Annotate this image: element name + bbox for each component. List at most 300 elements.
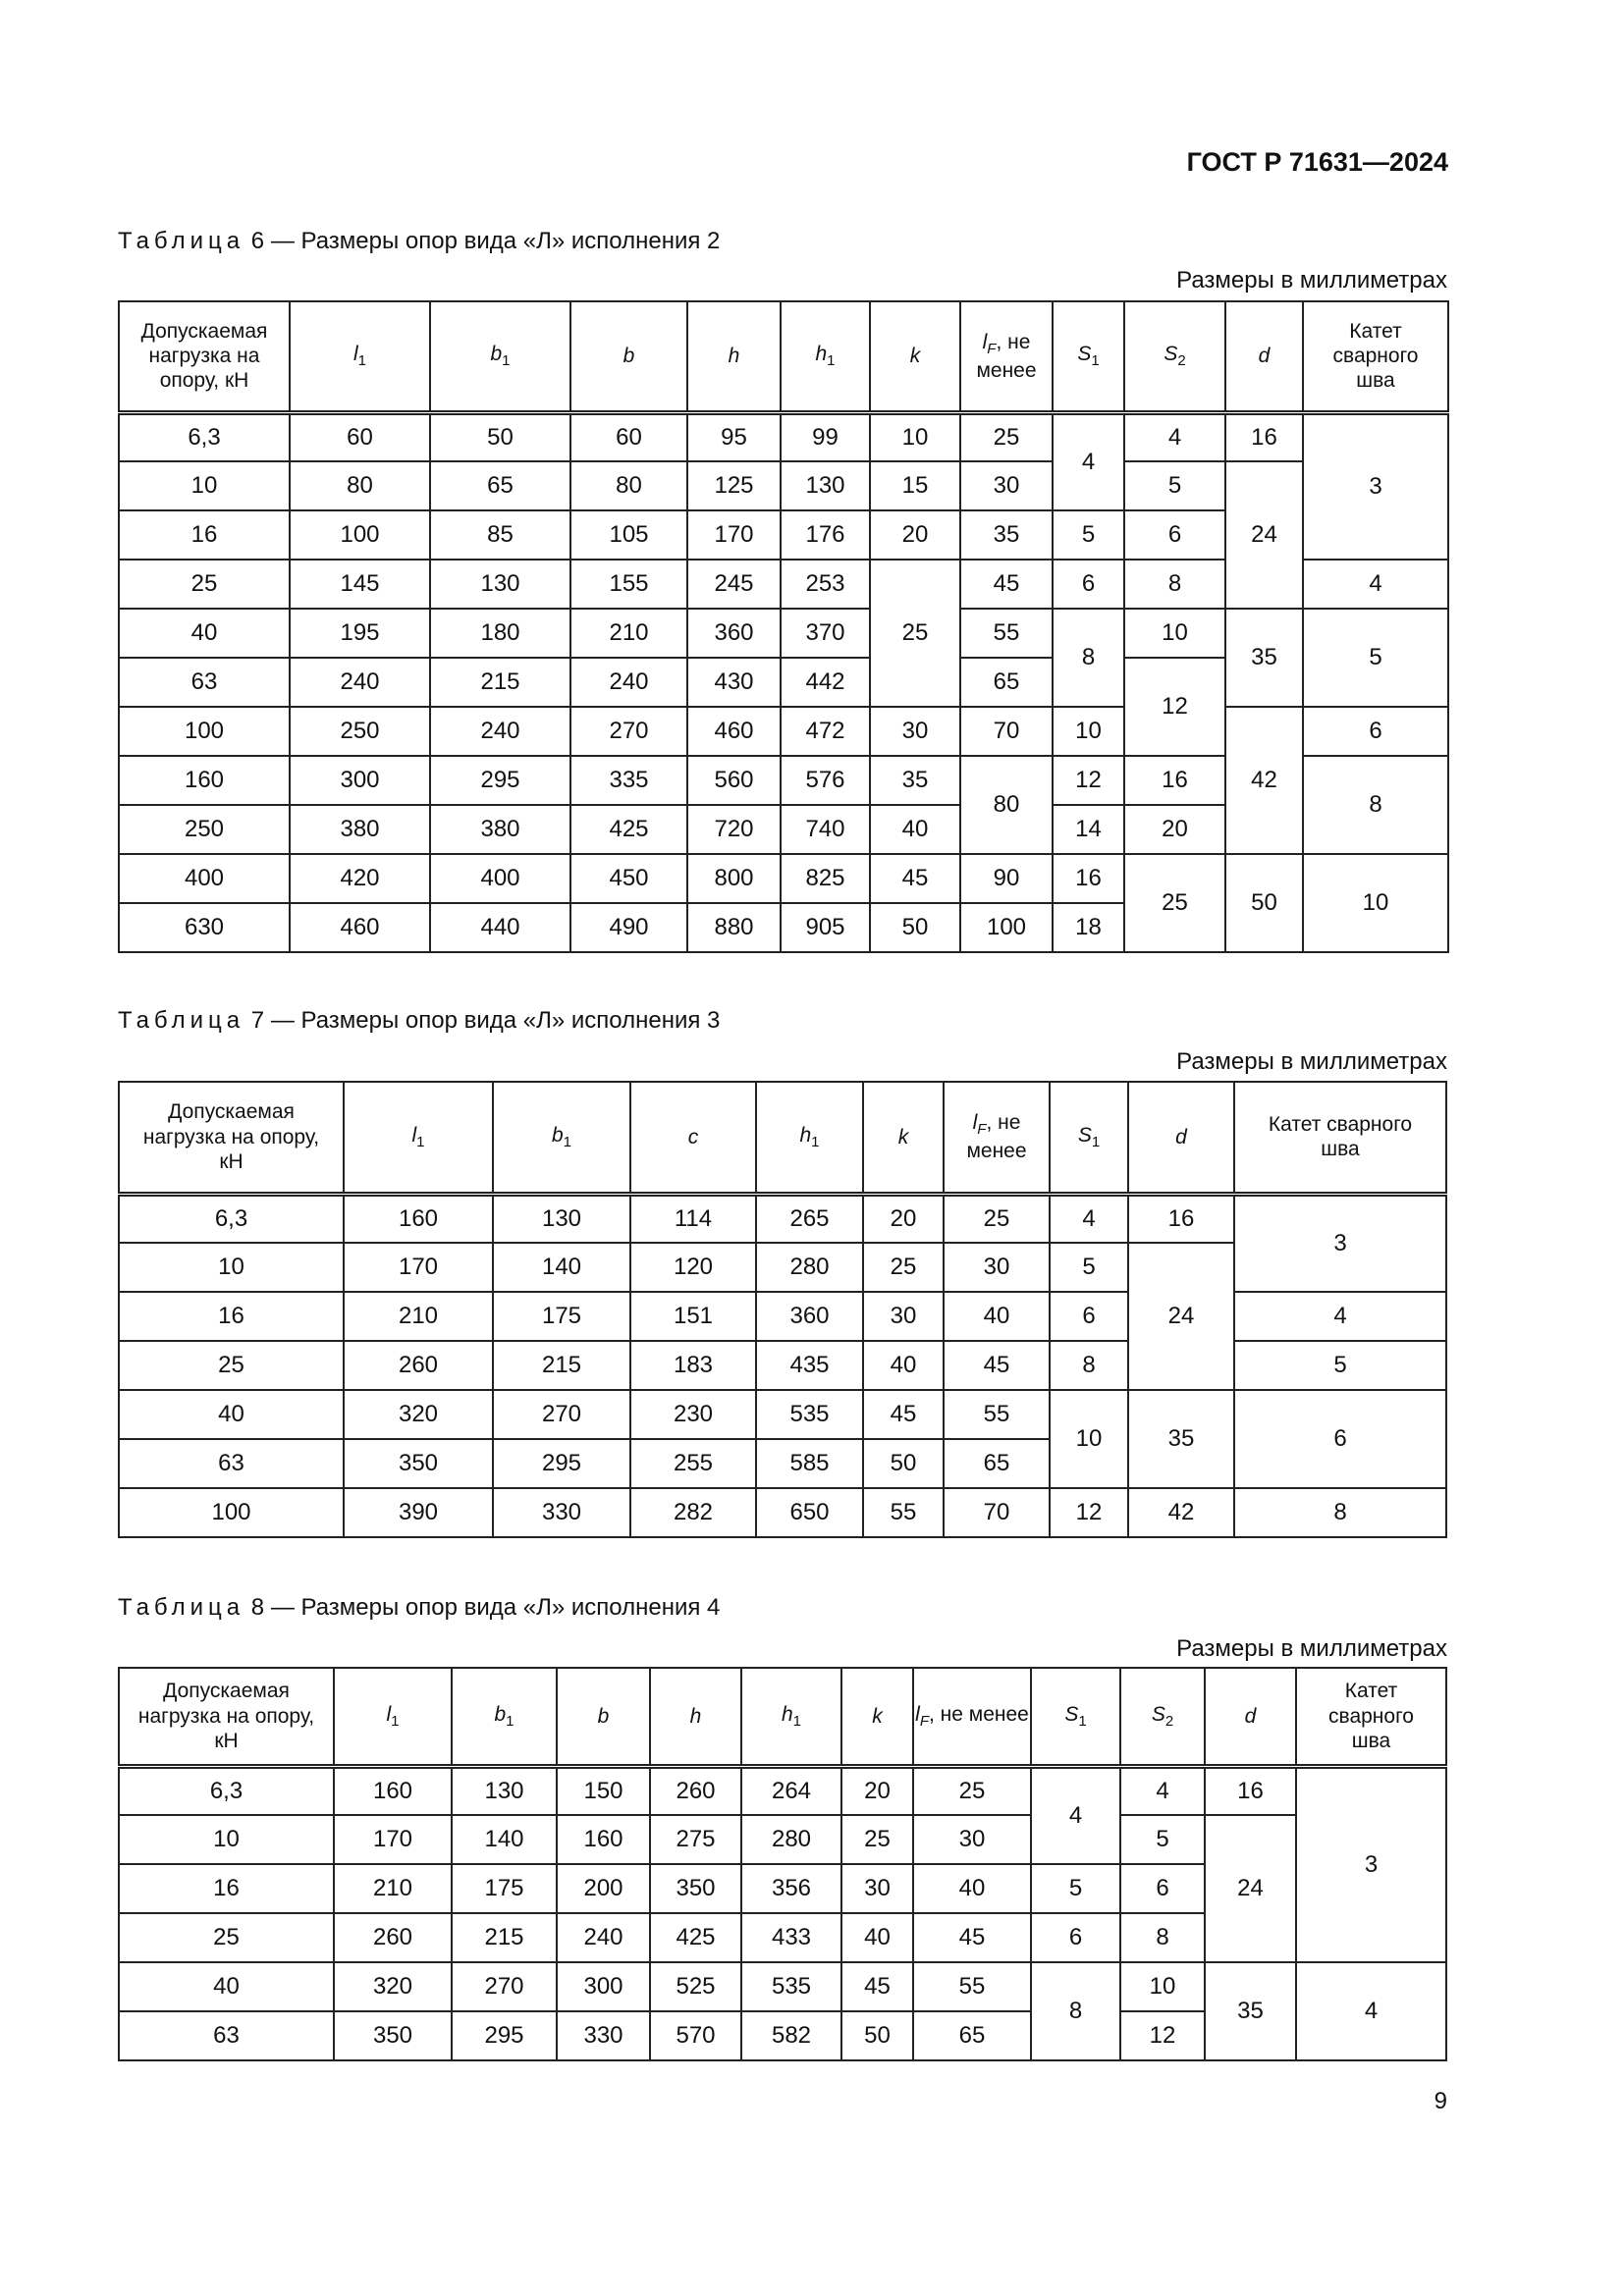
table-cell: 240: [570, 658, 687, 707]
table-cell: 825: [781, 854, 870, 903]
table-cell: 4: [1303, 560, 1448, 609]
table-cell: 360: [687, 609, 781, 658]
table-cell: 260: [334, 1913, 452, 1962]
table-cell: 10: [119, 1815, 334, 1864]
table-cell: 380: [290, 805, 430, 854]
table-cell: 472: [781, 707, 870, 756]
table-cell: 300: [557, 1962, 650, 2011]
table-cell: 450: [570, 854, 687, 903]
table-row: [119, 1341, 1446, 1390]
table-cell: 255: [630, 1439, 756, 1488]
table-cell: 175: [493, 1292, 630, 1341]
table-cell: 330: [557, 2011, 650, 2060]
table-cell: 80: [960, 756, 1053, 854]
table-cell: 380: [430, 805, 570, 854]
header-s1: $S_1$: [1031, 1668, 1120, 1766]
table-cell: 10: [119, 1243, 344, 1292]
table-cell: 50: [870, 903, 960, 952]
table-cell: 160: [557, 1815, 650, 1864]
table-cell: 130: [430, 560, 570, 609]
table-cell: 10: [1050, 1390, 1128, 1488]
table-cell: 280: [741, 1815, 841, 1864]
table-cell: 4: [1296, 1962, 1446, 2060]
header-s1: $S_1$: [1053, 301, 1124, 412]
table-cell: 4: [1053, 412, 1124, 510]
header-c: c: [630, 1082, 756, 1194]
table-cell: 400: [119, 854, 290, 903]
table-cell: 6,3: [119, 1766, 334, 1815]
table-cell: 20: [870, 510, 960, 560]
table-cell: 5: [1303, 609, 1448, 707]
table-row: [119, 1766, 1446, 1815]
table-cell: 65: [430, 461, 570, 510]
table-row: [119, 1292, 1446, 1341]
table-cell: 25: [119, 560, 290, 609]
table-cell: 120: [630, 1243, 756, 1292]
table-cell: 282: [630, 1488, 756, 1537]
table-cell: 535: [741, 1962, 841, 2011]
table-cell: 6: [1050, 1292, 1128, 1341]
table-cell: 30: [960, 461, 1053, 510]
table-row: [119, 412, 1448, 461]
table-cell: 145: [290, 560, 430, 609]
table-cell: 6: [1234, 1390, 1446, 1488]
table-cell: 25: [119, 1913, 334, 1962]
table-cell: 3: [1296, 1766, 1446, 1962]
table-cell: 30: [841, 1864, 913, 1913]
table-cell: 45: [863, 1390, 944, 1439]
table-header-row: [119, 1668, 1446, 1766]
table-cell: 30: [913, 1815, 1031, 1864]
table-cell: 535: [756, 1390, 863, 1439]
header-b: b: [557, 1668, 650, 1766]
table-cell: 10: [1120, 1962, 1205, 2011]
table-cell: 650: [756, 1488, 863, 1537]
table-cell: 25: [119, 1341, 344, 1390]
header-l1: $l_1$: [344, 1082, 493, 1194]
table-cell: 45: [913, 1913, 1031, 1962]
table-cell: 8: [1124, 560, 1225, 609]
table-title: — Размеры опор вида «Л» исполнения 3: [270, 1007, 721, 1034]
header-b: b: [570, 301, 687, 412]
table-cell: 350: [334, 2011, 452, 2060]
table-cell: 65: [913, 2011, 1031, 2060]
table-cell: 140: [493, 1243, 630, 1292]
table-title: — Размеры опор вида «Л» исполнения 2: [270, 228, 721, 254]
table-cell: 320: [334, 1962, 452, 2011]
table-cell: 10: [1303, 854, 1448, 952]
table-cell: 114: [630, 1194, 756, 1243]
table-cell: 6: [1303, 707, 1448, 756]
table-cell: 3: [1303, 412, 1448, 560]
table-cell: 585: [756, 1439, 863, 1488]
header-d: d: [1128, 1082, 1234, 1194]
header-h1: $h_1$: [756, 1082, 863, 1194]
table-cell: 40: [119, 1390, 344, 1439]
table-cell: 576: [781, 756, 870, 805]
table-cell: 295: [430, 756, 570, 805]
table-cell: 350: [344, 1439, 493, 1488]
table-cell: 63: [119, 1439, 344, 1488]
table-cell: 130: [452, 1766, 557, 1815]
table-cell: 265: [756, 1194, 863, 1243]
table-cell: 4: [1031, 1766, 1120, 1864]
document-code: ГОСТ Р 71631—2024: [1186, 147, 1448, 177]
table-cell: 490: [570, 903, 687, 952]
table8-caption: [118, 1594, 720, 1622]
table-cell: 3: [1234, 1194, 1446, 1292]
table-cell: 295: [493, 1439, 630, 1488]
table-cell: 295: [452, 2011, 557, 2060]
table-header-row: [119, 1082, 1446, 1194]
table-cell: 360: [756, 1292, 863, 1341]
header-h1: $h_1$: [781, 301, 870, 412]
table-cell: 8: [1031, 1962, 1120, 2060]
table-cell: 42: [1225, 707, 1303, 854]
header-d: d: [1225, 301, 1303, 412]
table-cell: 400: [430, 854, 570, 903]
units-note: Размеры в миллиметрах: [1176, 1048, 1447, 1075]
table-header-row: [119, 301, 1448, 412]
table-cell: 100: [290, 510, 430, 560]
table-cell: 582: [741, 2011, 841, 2060]
header-s2: $S_2$: [1124, 301, 1225, 412]
header-weld: Катет сварного шва: [1234, 1082, 1446, 1194]
table-cell: 630: [119, 903, 290, 952]
table-cell: 95: [687, 412, 781, 461]
table-cell: 215: [493, 1341, 630, 1390]
table-cell: 99: [781, 412, 870, 461]
table-cell: 20: [1124, 805, 1225, 854]
table-cell: 175: [452, 1864, 557, 1913]
table-cell: 240: [557, 1913, 650, 1962]
table-cell: 6,3: [119, 412, 290, 461]
header-lf: $l_F$, не менее: [960, 301, 1053, 412]
table-cell: 55: [944, 1390, 1050, 1439]
table-cell: 905: [781, 903, 870, 952]
table-cell: 460: [290, 903, 430, 952]
table-cell: 8: [1303, 756, 1448, 854]
table-cell: 30: [870, 707, 960, 756]
table-cell: 16: [1225, 412, 1303, 461]
table7-caption: [118, 1007, 720, 1035]
table-cell: 80: [290, 461, 430, 510]
table-cell: 160: [119, 756, 290, 805]
table-row: [119, 461, 1448, 510]
table-cell: 12: [1053, 756, 1124, 805]
table-cell: 5: [1050, 1243, 1128, 1292]
table-cell: 25: [841, 1815, 913, 1864]
table-number: 6: [250, 228, 265, 254]
table-cell: 50: [1225, 854, 1303, 952]
table-cell: 40: [870, 805, 960, 854]
table-row: [119, 1488, 1446, 1537]
table-cell: 435: [756, 1341, 863, 1390]
header-lf: $l_F$, не менее: [913, 1668, 1031, 1766]
header-l1: $l_1$: [334, 1668, 452, 1766]
table-cell: 63: [119, 2011, 334, 2060]
table-cell: 8: [1053, 609, 1124, 707]
table-cell: 50: [430, 412, 570, 461]
table-cell: 170: [687, 510, 781, 560]
table-cell: 125: [687, 461, 781, 510]
table-cell: 4: [1234, 1292, 1446, 1341]
table-cell: 5: [1124, 461, 1225, 510]
table-cell: 63: [119, 658, 290, 707]
table-cell: 151: [630, 1292, 756, 1341]
table-cell: 570: [650, 2011, 741, 2060]
table-cell: 25: [863, 1243, 944, 1292]
table-cell: 280: [756, 1243, 863, 1292]
table-cell: 40: [119, 1962, 334, 2011]
table-cell: 25: [944, 1194, 1050, 1243]
table-cell: 42: [1128, 1488, 1234, 1537]
header-s1: $S_1$: [1050, 1082, 1128, 1194]
table-cell: 40: [841, 1913, 913, 1962]
table-cell: 183: [630, 1341, 756, 1390]
table-cell: 10: [870, 412, 960, 461]
table-cell: 5: [1120, 1815, 1205, 1864]
table-cell: 16: [1124, 756, 1225, 805]
table-cell: 210: [570, 609, 687, 658]
table-cell: 15: [870, 461, 960, 510]
table-cell: 330: [493, 1488, 630, 1537]
table-cell: 8: [1120, 1913, 1205, 1962]
table-cell: 210: [344, 1292, 493, 1341]
table-cell: 20: [841, 1766, 913, 1815]
table-cell: 460: [687, 707, 781, 756]
table-cell: 50: [863, 1439, 944, 1488]
table-cell: 45: [944, 1341, 1050, 1390]
table-row: [119, 1390, 1446, 1439]
table-cell: 90: [960, 854, 1053, 903]
table-cell: 320: [344, 1390, 493, 1439]
table-cell: 25: [1124, 854, 1225, 952]
table-cell: 65: [944, 1439, 1050, 1488]
table-cell: 195: [290, 609, 430, 658]
header-load: Допускаемая нагрузка на опору, кН: [119, 301, 290, 412]
table-cell: 264: [741, 1766, 841, 1815]
table-cell: 170: [344, 1243, 493, 1292]
table-cell: 16: [1053, 854, 1124, 903]
table-cell: 45: [960, 560, 1053, 609]
table-cell: 40: [863, 1341, 944, 1390]
table-cell: 200: [557, 1864, 650, 1913]
table-cell: 100: [119, 1488, 344, 1537]
table-cell: 215: [430, 658, 570, 707]
header-load: Допускаемая нагрузка на опору, кН: [119, 1082, 344, 1194]
table-cell: 5: [1234, 1341, 1446, 1390]
table-cell: 30: [944, 1243, 1050, 1292]
table-title: — Размеры опор вида «Л» исполнения 4: [270, 1594, 721, 1621]
table-cell: 160: [344, 1194, 493, 1243]
table-cell: 560: [687, 756, 781, 805]
table-cell: 65: [960, 658, 1053, 707]
table-cell: 335: [570, 756, 687, 805]
table-number: 7: [250, 1007, 265, 1034]
table-cell: 24: [1128, 1243, 1234, 1390]
table-cell: 6,3: [119, 1194, 344, 1243]
table-cell: 370: [781, 609, 870, 658]
table-cell: 800: [687, 854, 781, 903]
table-cell: 4: [1120, 1766, 1205, 1815]
table-cell: 260: [650, 1766, 741, 1815]
table-cell: 5: [1031, 1864, 1120, 1913]
header-b1: $b_1$: [493, 1082, 630, 1194]
table-cell: 10: [1124, 609, 1225, 658]
table-row: [119, 609, 1448, 658]
table8: [118, 1667, 1447, 2061]
table-cell: 100: [960, 903, 1053, 952]
table-cell: 24: [1205, 1815, 1296, 1962]
table-cell: 740: [781, 805, 870, 854]
table-cell: 10: [1053, 707, 1124, 756]
table-cell: 25: [870, 560, 960, 707]
table-cell: 35: [1205, 1962, 1296, 2060]
table-number: 8: [250, 1594, 265, 1621]
header-weld: Катет сварного шва: [1303, 301, 1448, 412]
table-cell: 130: [781, 461, 870, 510]
table-cell: 8: [1050, 1341, 1128, 1390]
table-cell: 16: [119, 510, 290, 560]
table-cell: 430: [687, 658, 781, 707]
table-row: [119, 1962, 1446, 2011]
table-cell: 140: [452, 1815, 557, 1864]
table-cell: 230: [630, 1390, 756, 1439]
table-cell: 880: [687, 903, 781, 952]
table6: [118, 300, 1449, 953]
table-cell: 12: [1124, 658, 1225, 756]
table-row: [119, 707, 1448, 756]
table-cell: 4: [1124, 412, 1225, 461]
table-cell: 240: [430, 707, 570, 756]
table-word: Таблица: [118, 228, 245, 254]
table-cell: 55: [913, 1962, 1031, 2011]
table-cell: 35: [1128, 1390, 1234, 1488]
table-cell: 275: [650, 1815, 741, 1864]
table-cell: 40: [944, 1292, 1050, 1341]
header-k: k: [870, 301, 960, 412]
table-cell: 35: [870, 756, 960, 805]
table-cell: 356: [741, 1864, 841, 1913]
units-note: Размеры в миллиметрах: [1176, 267, 1447, 294]
table-word: Таблица: [118, 1007, 245, 1034]
table-cell: 70: [960, 707, 1053, 756]
header-d: d: [1205, 1668, 1296, 1766]
table-cell: 35: [1225, 609, 1303, 707]
table-cell: 245: [687, 560, 781, 609]
table-cell: 24: [1225, 461, 1303, 609]
table6-caption: [118, 228, 720, 255]
table-cell: 425: [650, 1913, 741, 1962]
table-cell: 70: [944, 1488, 1050, 1537]
header-b1: $b_1$: [452, 1668, 557, 1766]
table-cell: 6: [1120, 1864, 1205, 1913]
table-cell: 250: [290, 707, 430, 756]
table-cell: 16: [1205, 1766, 1296, 1815]
table-cell: 250: [119, 805, 290, 854]
table-cell: 8: [1234, 1488, 1446, 1537]
table-cell: 270: [493, 1390, 630, 1439]
table-cell: 390: [344, 1488, 493, 1537]
table-cell: 270: [452, 1962, 557, 2011]
table-cell: 180: [430, 609, 570, 658]
table-row: [119, 1194, 1446, 1243]
table-cell: 45: [841, 1962, 913, 2011]
table-cell: 14: [1053, 805, 1124, 854]
header-weld: Катет сварного шва: [1296, 1668, 1446, 1766]
table-cell: 155: [570, 560, 687, 609]
header-s2: $S_2$: [1120, 1668, 1205, 1766]
table-cell: 60: [570, 412, 687, 461]
table-cell: 150: [557, 1766, 650, 1815]
table-row: [119, 1815, 1446, 1864]
header-lf: $l_F$, не менее: [944, 1082, 1050, 1194]
table-cell: 176: [781, 510, 870, 560]
table-cell: 4: [1050, 1194, 1128, 1243]
table-cell: 40: [913, 1864, 1031, 1913]
table-cell: 5: [1053, 510, 1124, 560]
header-h: h: [687, 301, 781, 412]
header-h: h: [650, 1668, 741, 1766]
table-cell: 105: [570, 510, 687, 560]
table7: [118, 1081, 1447, 1538]
table-cell: 35: [960, 510, 1053, 560]
table-cell: 6: [1053, 560, 1124, 609]
table-cell: 6: [1031, 1913, 1120, 1962]
table-row: [119, 854, 1448, 903]
page-number: 9: [1434, 2088, 1447, 2114]
header-b1: $b_1$: [430, 301, 570, 412]
table-cell: 240: [290, 658, 430, 707]
table-cell: 253: [781, 560, 870, 609]
table-cell: 425: [570, 805, 687, 854]
table-cell: 25: [960, 412, 1053, 461]
table-cell: 80: [570, 461, 687, 510]
table-cell: 55: [863, 1488, 944, 1537]
table-cell: 350: [650, 1864, 741, 1913]
units-note: Размеры в миллиметрах: [1176, 1635, 1447, 1662]
table-cell: 16: [119, 1864, 334, 1913]
table-cell: 12: [1120, 2011, 1205, 2060]
table-cell: 260: [344, 1341, 493, 1390]
header-k: k: [841, 1668, 913, 1766]
table-cell: 60: [290, 412, 430, 461]
table-cell: 100: [119, 707, 290, 756]
table-cell: 30: [863, 1292, 944, 1341]
table-cell: 20: [863, 1194, 944, 1243]
table-cell: 160: [334, 1766, 452, 1815]
table-cell: 130: [493, 1194, 630, 1243]
table-cell: 300: [290, 756, 430, 805]
table-cell: 440: [430, 903, 570, 952]
header-load: Допускаемая нагрузка на опору, кН: [119, 1668, 334, 1766]
header-h1: $h_1$: [741, 1668, 841, 1766]
table-cell: 50: [841, 2011, 913, 2060]
table-cell: 720: [687, 805, 781, 854]
table-cell: 270: [570, 707, 687, 756]
table-cell: 525: [650, 1962, 741, 2011]
table-cell: 40: [119, 609, 290, 658]
table-cell: 18: [1053, 903, 1124, 952]
header-l1: $l_1$: [290, 301, 430, 412]
table-cell: 25: [913, 1766, 1031, 1815]
table-cell: 215: [452, 1913, 557, 1962]
table-cell: 442: [781, 658, 870, 707]
header-k: k: [863, 1082, 944, 1194]
table-word: Таблица: [118, 1594, 245, 1621]
table-cell: 170: [334, 1815, 452, 1864]
